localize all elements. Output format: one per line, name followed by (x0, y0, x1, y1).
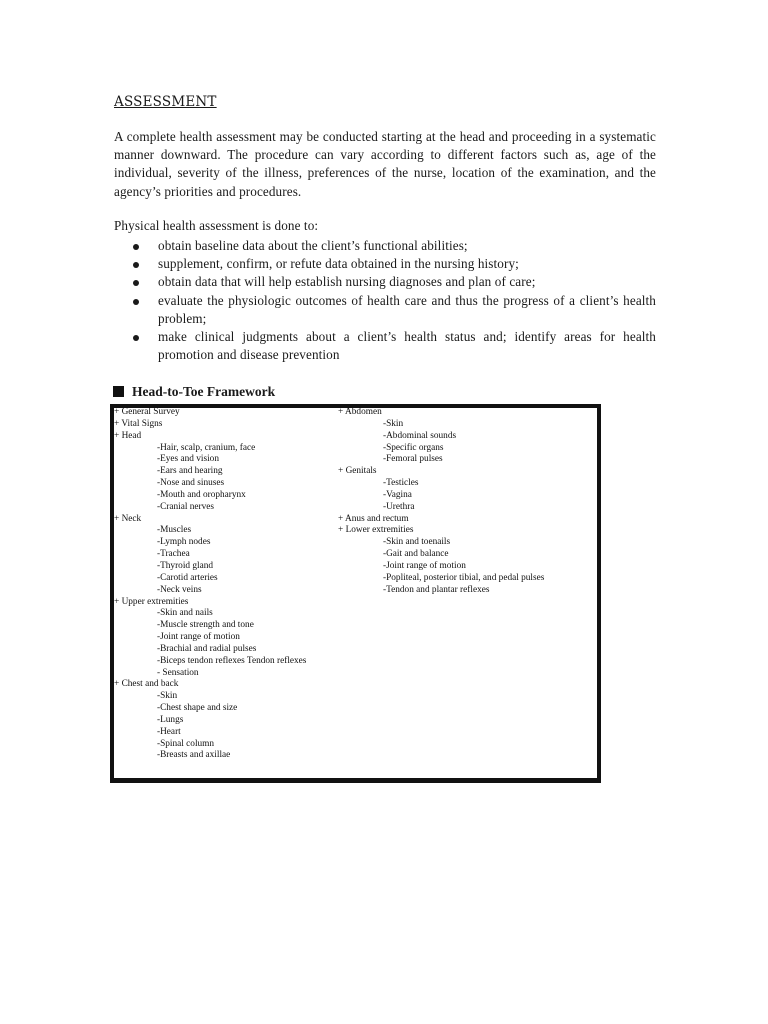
assessment-purpose-intro: Physical health assessment is done to: (114, 218, 319, 233)
framework-item: -Eyes and vision (157, 454, 219, 465)
framework-item: -Biceps tendon reflexes Tendon reflexes (157, 655, 307, 666)
framework-item: -Mouth and oropharynx (157, 489, 246, 500)
framework-left-column (114, 407, 306, 762)
framework-section: + Chest and back (114, 679, 179, 690)
framework-item: -Ears and hearing (157, 466, 223, 477)
bullet-item (114, 273, 656, 291)
bullet-text: make clinical judgments about a client’s health status and; identify areas for health promotion and disease prevention (158, 329, 656, 363)
framework-item: -Skin and toenails (383, 537, 451, 548)
framework-item: -Gait and balance (383, 549, 449, 560)
framework-item: -Vagina (383, 489, 412, 500)
framework-item: -Joint range of motion (157, 632, 240, 643)
framework-item: -Cranial nerves (157, 501, 215, 512)
square-bullet-icon (113, 386, 124, 397)
framework-item: -Popliteal, posterior tibial, and pedal pulses (383, 572, 545, 583)
framework-item: -Thyroid gland (157, 560, 214, 571)
framework-item: -Specific organs (383, 442, 444, 453)
bullet-item (114, 255, 656, 273)
framework-item: -Abdominal sounds (383, 430, 457, 441)
bullet-dot-icon (133, 299, 139, 305)
framework-item: -Brachial and radial pulses (157, 643, 257, 654)
framework-title-text: Head-to-Toe Framework (132, 384, 276, 399)
framework-section: + Genitals (338, 466, 377, 477)
framework-item: -Muscles (157, 525, 192, 536)
bullet-dot-icon (133, 262, 139, 268)
bullet-item (114, 237, 656, 255)
framework-item: -Neck veins (157, 584, 202, 595)
bullet-dot-icon (133, 280, 139, 286)
bullet-dot-icon (133, 244, 139, 250)
bullet-text: evaluate the physiologic outcomes of health care and thus the progress of a client’s health problem; (158, 292, 656, 326)
bullet-text: obtain baseline data about the client’s functional abilities; (158, 238, 468, 253)
framework-section: + Abdomen (338, 407, 382, 417)
framework-item: -Hair, scalp, cranium, face (157, 442, 256, 453)
framework-item: -Nose and sinuses (157, 478, 225, 489)
framework-item: -Tendon and plantar reflexes (383, 584, 490, 595)
framework-item: -Heart (157, 726, 181, 737)
framework-item: -Skin and nails (157, 608, 213, 619)
framework-item: -Chest shape and size (157, 703, 238, 714)
framework-section: + Neck (114, 513, 142, 524)
framework-item: - Sensation (157, 667, 199, 678)
framework-section: + Head (114, 430, 142, 441)
framework-section: + Lower extremities (338, 525, 414, 536)
bullet-item (114, 292, 656, 328)
framework-item: -Skin (383, 418, 404, 429)
framework-item: -Femoral pulses (383, 454, 443, 465)
framework-item: -Testicles (383, 478, 419, 489)
framework-item: -Trachea (157, 549, 190, 560)
bullet-text: obtain data that will help establish nursing diagnoses and plan of care; (158, 274, 536, 290)
framework-section: + Anus and rectum (338, 513, 409, 524)
framework-item: -Joint range of motion (383, 560, 466, 571)
framework-right-column (338, 407, 544, 597)
framework-item: -Breasts and axillae (157, 750, 231, 761)
framework-item: -Lymph nodes (157, 537, 211, 548)
framework-item: -Muscle strength and tone (157, 620, 254, 631)
bullet-item (114, 328, 656, 364)
framework-section: + Upper extremities (114, 596, 189, 607)
framework-section: + Vital Signs (114, 418, 163, 429)
purpose-bullet-list (114, 237, 656, 364)
framework-item: -Carotid arteries (157, 572, 218, 583)
framework-section: + General Survey (114, 407, 180, 417)
framework-title (113, 384, 275, 400)
framework-item: -Urethra (383, 501, 415, 512)
document-heading: ASSESSMENT (114, 94, 217, 110)
framework-item: -Lungs (157, 714, 184, 725)
bullet-text: supplement, confirm, or refute data obtained in the nursing history; (158, 256, 519, 272)
framework-item: -Skin (157, 691, 178, 702)
framework-item: -Spinal column (157, 738, 215, 749)
intro-paragraph: A complete health assessment may be conducted starting at the head and proceeding in a systematic manner downward. The procedure can vary according to different factors such as, age of the individual, severity of the illness, preferences of the nurse, location of the examination, and the agency’s priorities and procedures. (114, 129, 656, 199)
bullet-dot-icon (133, 335, 139, 341)
